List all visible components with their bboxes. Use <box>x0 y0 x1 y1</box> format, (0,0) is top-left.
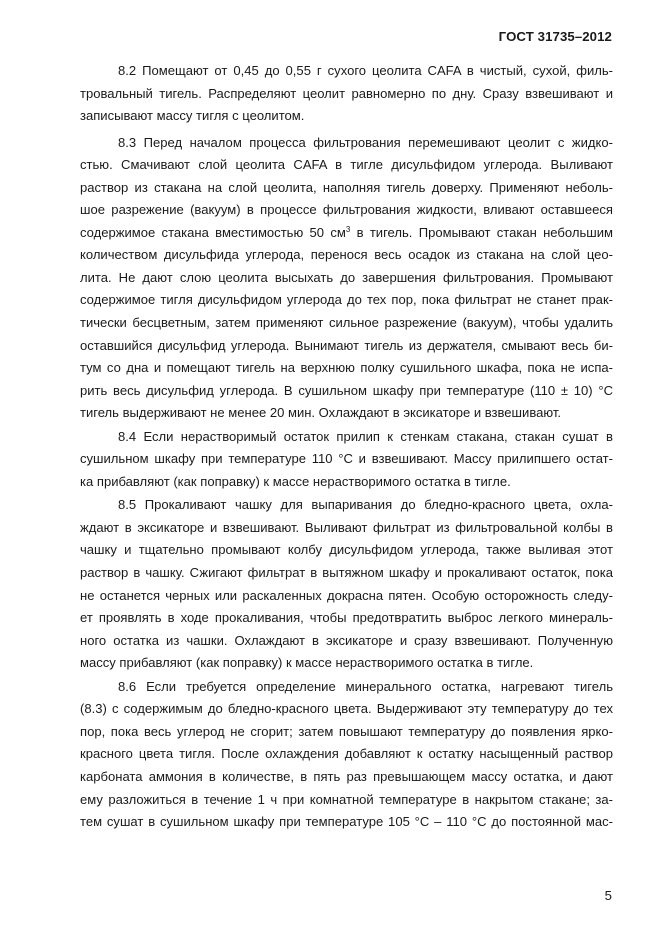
text-line: рить весь дисульфид углерода. В сушильном шкафу при температуре (110 ± 10) °С <box>80 382 613 398</box>
text-line: тически бесцветным, затем применяют сильное разрежение (вакуум), чтобы удалить <box>80 315 613 331</box>
text-line: ка прибавляют (как поправку) к массе нерастворимого остатка в тигле. <box>80 473 511 489</box>
text-line-with-superscript <box>80 222 613 245</box>
text-line: лита. Не дают слою цеолита высыхать до завершения фильтрования. Промывают <box>80 269 613 285</box>
text-segment: в тигель. Промывают стакан небольшим <box>350 224 613 240</box>
page-number: 5 <box>604 888 612 903</box>
text-line: записывают массу тигля с цеолитом. <box>80 108 305 124</box>
text-line: тровальный тигель. Распределяют цеолит равномерно по дну. Сразу взвешивают и <box>80 85 613 101</box>
text-line: 8.4 Если нерастворимый остаток прилип к стенкам стакана, стакан сушат в <box>118 428 613 444</box>
text-line: 8.6 Если требуется определение минерального остатка, нагревают тигель <box>118 678 613 694</box>
text-line: не останется черных или раскаленных докрасна пятен. Особую осторожность следу- <box>80 587 613 603</box>
text-line: чашку и тщательно промывают колбу дисульфидом углерода, также выливая этот <box>80 542 613 558</box>
text-line: (8.3) с содержимым до бледно-красного цвета. Выдерживают эту температуру до тех <box>80 701 613 717</box>
superscript: 3 <box>345 224 351 234</box>
paragraph-8-6 <box>80 676 613 834</box>
text-line: пор, пока весь углерод не сгорит; затем повышают температуру до появления ярко- <box>80 723 613 739</box>
text-line: красного цвета тигля. После охлаждения добавляют к остатку насыщенный раствор <box>80 746 613 762</box>
text-line: стью. Смачивают слой цеолита CAFA в тигле дисульфидом углерода. Выливают <box>80 157 613 173</box>
text-line: ет проявлять в ходе прокаливания, чтобы предотвратить выброс легкого минераль- <box>80 610 613 626</box>
text-line: 8.3 Перед началом процесса фильтрования перемешивают цеолит с жидко- <box>118 134 613 150</box>
text-line: ему разложиться в течение 1 ч при комнатной температуре в накрытом стакане; за- <box>80 791 613 807</box>
text-line: 8.5 Прокаливают чашку для выпаривания до бледно-красного цвета, охла- <box>118 497 613 513</box>
text-line: содержимое тигля дисульфидом углерода до тех пор, пока фильтрат не станет прак- <box>80 292 613 308</box>
paragraph-8-5 <box>80 494 613 674</box>
document-header: ГОСТ 31735–2012 <box>498 29 612 44</box>
text-line: 8.2 Помещают от 0,45 до 0,55 г сухого цеолита CAFA в чистый, сухой, филь- <box>118 63 613 78</box>
text-line: количеством дисульфида углерода, перенося весь осадок из стакана на слой цео- <box>80 247 613 263</box>
text-line: сушильном шкафу при температуре 110 °С и взвешивают. Массу прилипшего остат- <box>80 451 613 467</box>
text-segment: содержимое стакана вместимостью 50 см <box>80 224 346 240</box>
text-line: тем сушат в сушильном шкафу при температуре 105 °С – 110 °С до постоянной мас- <box>80 814 613 830</box>
text-line: тигель выдерживают не менее 20 мин. Охлаждают в эксикаторе и взвешивают. <box>80 405 562 421</box>
document-body <box>80 60 613 834</box>
text-line: раствор в чашку. Сжигают фильтрат в вытяжном шкафу и прокаливают остаток, пока <box>80 565 613 581</box>
paragraph-8-4 <box>80 426 613 494</box>
paragraph-8-2 <box>80 60 613 128</box>
text-line: карбоната аммония в количестве, в пять раз превышающем массу остатка, и дают <box>80 768 613 784</box>
text-line: ного остатка из чашки. Охлаждают в эксикаторе и сразу взвешивают. Полученную <box>80 632 613 648</box>
text-line: оставшийся дисульфид углерода. Вынимают тигель из держателя, смывают весь би- <box>80 337 613 353</box>
paragraph-8-3 <box>80 132 613 425</box>
text-line: массу прибавляют (как поправку) к массе нерастворимого остатка в тигле. <box>80 655 534 671</box>
text-line: ждают в эксикаторе и взвешивают. Выливают фильтрат из фильтровальной колбы в <box>80 519 613 535</box>
text-line: тум со дна и помещают тигель на верхнюю полку сушильного шкафа, пока не испа- <box>80 360 613 376</box>
text-line: раствор из стакана на слой цеолита, наполняя тигель доверху. Применяют неболь- <box>80 179 613 195</box>
text-line: шое разрежение (вакуум) в процессе фильтрования жидкости, вливают оставшееся <box>80 202 613 218</box>
